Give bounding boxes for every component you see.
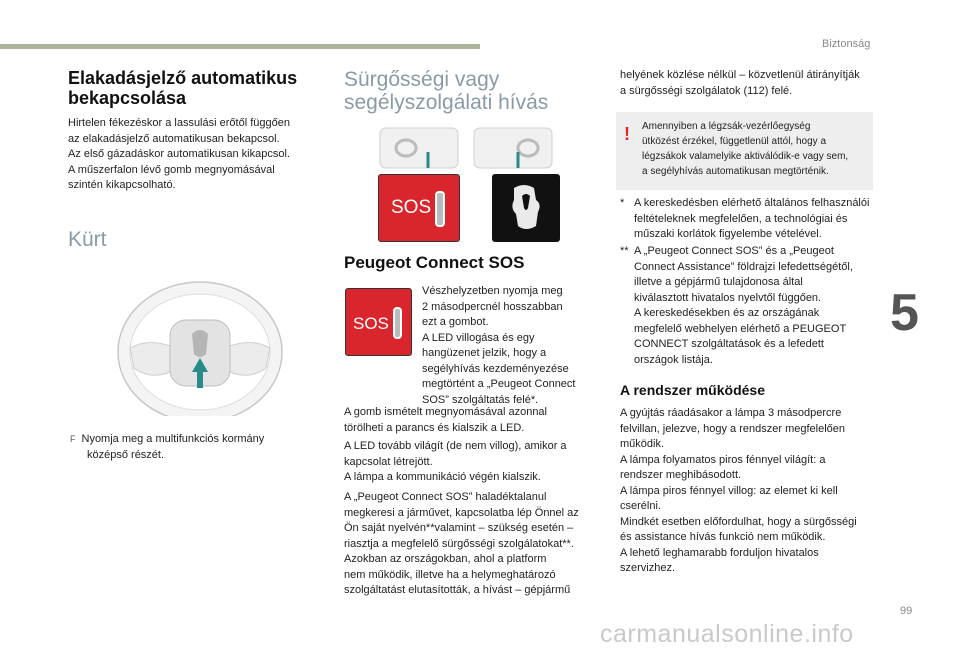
sos-led — [435, 191, 445, 227]
chapter-number: 5 — [890, 284, 919, 342]
sos-button-image — [378, 174, 460, 242]
footnote-2: ** A „Peugeot Connect SOS” és a „Peugeot Connect Assistance” földrajzi lefedettségétől, illetve a gépjármű tulajdonosa által kiválasztott hivatalos nyelvtől függően. A kereskedésekben és az országának megfelelő webhelyen elérhető a PEUGEOT CONNECT szolgáltatások és a lefedett országok listája. — [620, 245, 853, 366]
sos-led-small — [393, 307, 402, 339]
sos-label-small: SOS — [353, 314, 389, 333]
connect-paragraph: Vészhelyzetben nyomja meg 2 másodpercnél hosszabban ezt a gombot. A LED villogása és egy hangüzenet jelzik, hogy a segélyhívás kezdeményezése megtörtént a „Peugeot Connect SOS” szolgáltatás felé*. — [422, 285, 576, 406]
hazard-paragraph: Hirtelen fékezéskor a lassulási erőtől függően az elakadásjelző automatikusan bekapcsol. Az első gázadáskor automatikusan kikapcsol. A műszerfalon lévő gomb megnyomásával szintén kikapcsolható. — [68, 117, 290, 191]
redirect-paragraph: helyének közlése nélkül – közvetlenül átirányítják a sürgősségi szolgálatok (112) felé. — [620, 69, 860, 97]
peugeot-logo-image — [492, 174, 560, 242]
connect-sos-title: Peugeot Connect SOS — [344, 253, 525, 272]
sos-button-small-image — [345, 288, 412, 356]
steering-wheel-image — [108, 268, 294, 416]
locate-paragraph: A „Peugeot Connect SOS” haladéktalanul megkeresi a járművet, kapcsolatba lép Önnel az Ön saját nyelvén**valamint – szükség esetén – riasztja a megfelelő sürgősségi szolgálatokat**. Azokban az országokban, ahol a platform nem működik, illetve ha a helymeghatározó szolgáltatást elutasították, a hívást – gépjármű — [344, 491, 579, 596]
horn-title: Kürt — [68, 228, 107, 251]
hazard-title: Elakadásjelző automatikus bekapcsolása — [68, 68, 298, 108]
watermark: carmanualsonline.info — [600, 620, 854, 648]
footnote-2-marker: ** — [620, 245, 629, 257]
led-paragraph: A LED tovább világít (de nem villog), amikor a kapcsolat létrejött. A lámpa a kommunikáció végén kialszik. — [344, 440, 567, 483]
system-paragraph: A gyújtás ráadásakor a lámpa 3 másodpercre felvillan, jelezve, hogy a rendszer megfelelően működik. A lámpa folyamatos piros fénnyel világít: a rendszer meghibásodott. A lámpa piros fénnyel villog: az elemet ki kell cserélni. Mindkét esetben előfordulhat, hogy a sürgősségi és assistance hívás funkció nem működik. A lehető leghamarabb forduljon hivatalos szervizhez. — [620, 407, 857, 574]
footnote-1-marker: * — [620, 197, 625, 209]
cancel-paragraph: A gomb ismételt megnyomásával azonnal törölheti a parancs és kialszik a LED. — [344, 406, 547, 434]
mirror-console-image — [378, 124, 554, 172]
warning-icon: ! — [624, 124, 630, 144]
top-accent-bar — [0, 44, 480, 49]
footnote-1: * A kereskedésben elérhető általános felhasználói feltételeknek megfelelően, a technológiai és műszaki korlátok figyelembe vételével. — [620, 197, 870, 240]
page-number: 99 — [900, 605, 913, 617]
sos-label: SOS — [391, 197, 432, 218]
bullet-marker: F — [70, 434, 76, 444]
section-title: Biztonság — [822, 38, 871, 50]
horn-bullet: F Nyomja meg a multifunkciós kormány középső részét. — [70, 433, 265, 461]
system-title: A rendszer működése — [620, 382, 765, 398]
warning-text: Amennyiben a légzsák-vezérlőegység ütközést érzékel, függetlenül attól, hogy a légzsákok valamelyike aktiválódik-e vagy sem, a segélyhívás automatikusan megtörténik. — [642, 121, 849, 177]
emergency-title: Sürgősségi vagy segélyszolgálati hívás — [344, 68, 549, 114]
